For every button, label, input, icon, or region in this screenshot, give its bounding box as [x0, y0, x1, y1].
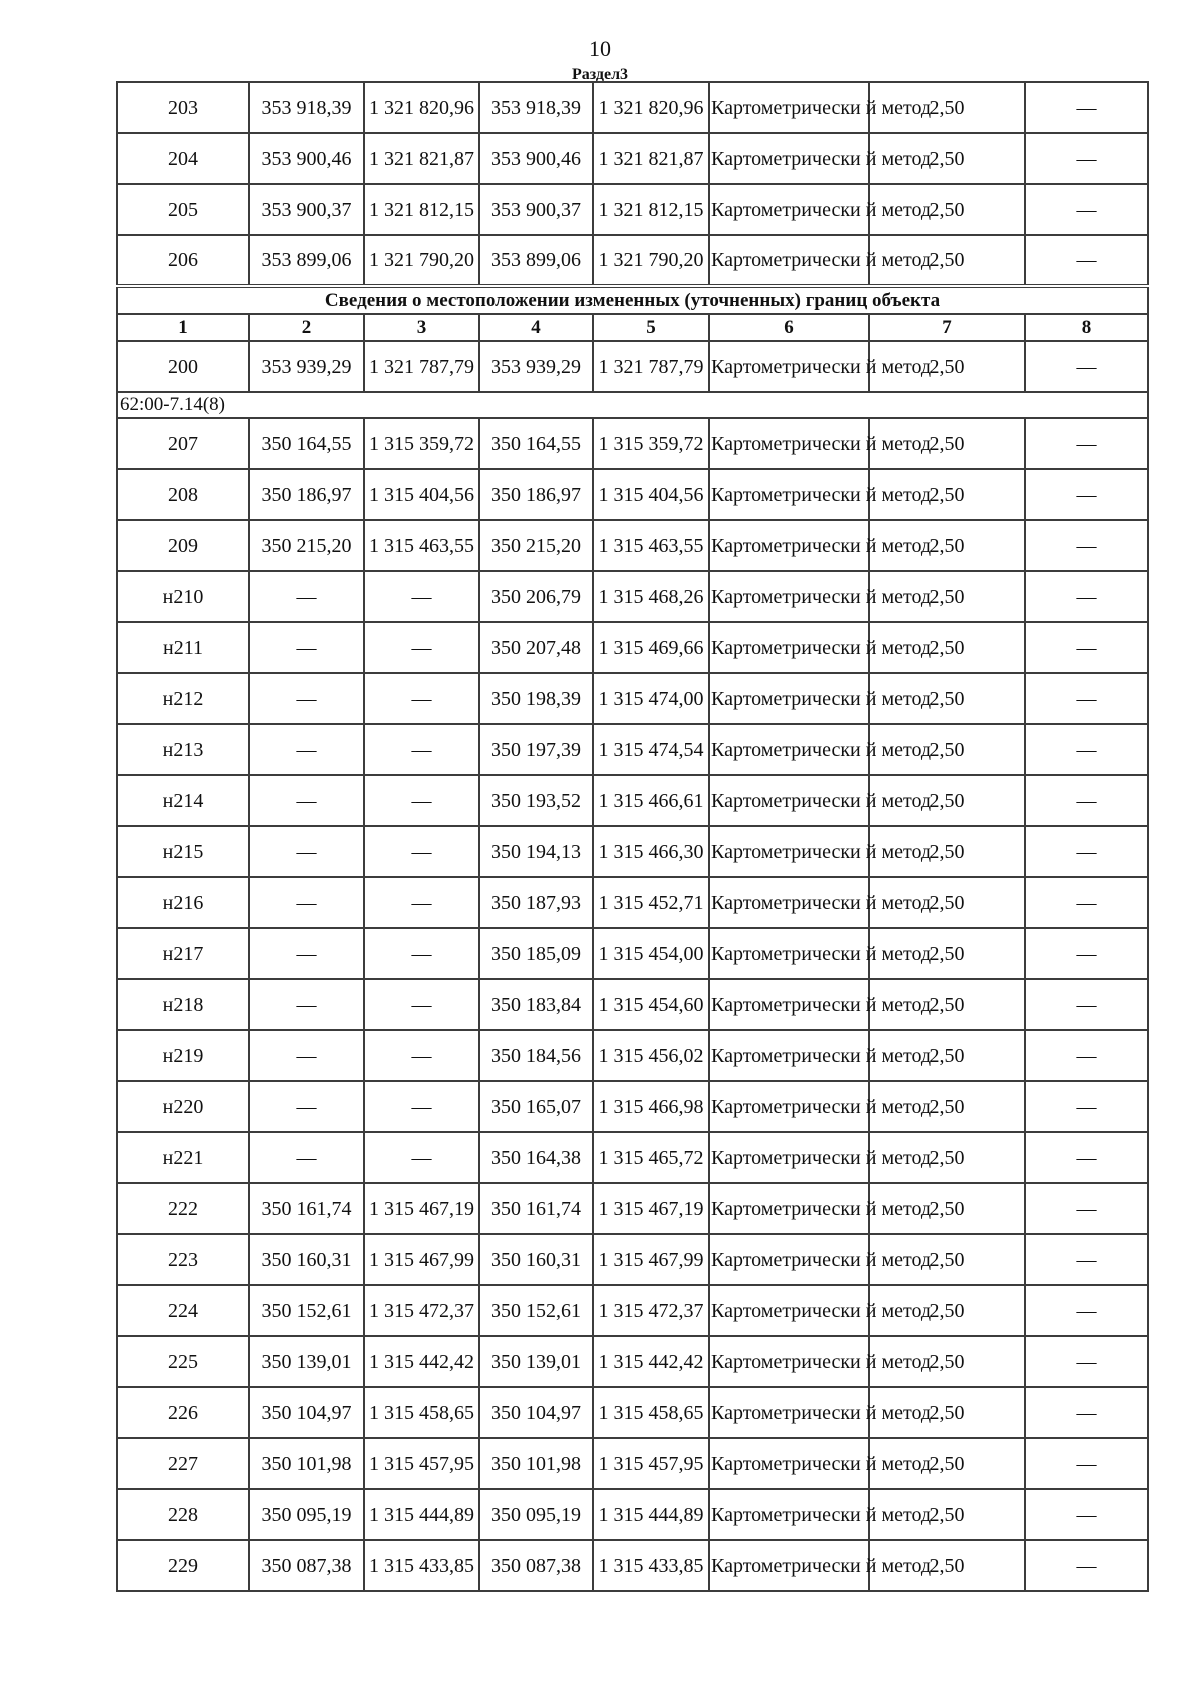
x-refined-cell: 350 207,48 [479, 622, 593, 673]
x-existing-cell: 350 087,38 [249, 1540, 364, 1591]
accuracy-cell: 2,50 [869, 826, 1025, 877]
point-number-cell: 205 [117, 184, 249, 235]
x-existing-cell: 350 095,19 [249, 1489, 364, 1540]
x-existing-cell: — [249, 928, 364, 979]
method-cell: Картометрически й метод [709, 724, 869, 775]
x-refined-cell: 350 197,39 [479, 724, 593, 775]
table-row [117, 82, 1148, 133]
column-number-cell: 3 [364, 314, 479, 341]
x-existing-cell: — [249, 622, 364, 673]
column-number-cell: 1 [117, 314, 249, 341]
accuracy-cell: 2,50 [869, 979, 1025, 1030]
y-refined-cell: 1 321 790,20 [593, 235, 709, 286]
description-cell: — [1025, 775, 1148, 826]
y-refined-cell: 1 315 444,89 [593, 1489, 709, 1540]
x-existing-cell: — [249, 571, 364, 622]
method-cell: Картометрически й метод [709, 341, 869, 392]
accuracy-cell: 2,50 [869, 928, 1025, 979]
point-number-cell: 228 [117, 1489, 249, 1540]
x-existing-cell: 350 160,31 [249, 1234, 364, 1285]
method-cell: Картометрически й метод [709, 622, 869, 673]
method-cell: Картометрически й метод [709, 1030, 869, 1081]
x-refined-cell: 353 899,06 [479, 235, 593, 286]
x-existing-cell: 350 152,61 [249, 1285, 364, 1336]
x-existing-cell: — [249, 724, 364, 775]
y-existing-cell: — [364, 979, 479, 1030]
y-refined-cell: 1 315 466,98 [593, 1081, 709, 1132]
y-existing-cell: — [364, 571, 479, 622]
y-refined-cell: 1 315 359,72 [593, 418, 709, 469]
accuracy-cell: 2,50 [869, 1438, 1025, 1489]
point-number-cell: н215 [117, 826, 249, 877]
x-existing-cell: — [249, 1081, 364, 1132]
table-row [117, 520, 1148, 571]
table-row [117, 469, 1148, 520]
accuracy-cell: 2,50 [869, 82, 1025, 133]
accuracy-cell: 2,50 [869, 1030, 1025, 1081]
method-cell: Картометрически й метод [709, 1285, 869, 1336]
table-row [117, 418, 1148, 469]
y-existing-cell: 1 315 458,65 [364, 1387, 479, 1438]
y-refined-cell: 1 321 820,96 [593, 82, 709, 133]
table-row [117, 775, 1148, 826]
y-existing-cell: 1 315 467,99 [364, 1234, 479, 1285]
description-cell: — [1025, 1489, 1148, 1540]
column-number-cell: 8 [1025, 314, 1148, 341]
point-number-cell: 209 [117, 520, 249, 571]
accuracy-cell: 2,50 [869, 1285, 1025, 1336]
point-number-cell: н212 [117, 673, 249, 724]
y-refined-cell: 1 321 821,87 [593, 133, 709, 184]
table-row [117, 1438, 1148, 1489]
x-refined-cell: 353 900,46 [479, 133, 593, 184]
description-cell: — [1025, 235, 1148, 286]
table-row [117, 133, 1148, 184]
coordinates-table [116, 81, 1149, 1592]
y-refined-cell: 1 315 404,56 [593, 469, 709, 520]
y-existing-cell: 1 315 442,42 [364, 1336, 479, 1387]
x-refined-cell: 350 104,97 [479, 1387, 593, 1438]
table-row [117, 622, 1148, 673]
point-number-cell: н216 [117, 877, 249, 928]
point-number-cell: н213 [117, 724, 249, 775]
y-refined-cell: 1 315 467,19 [593, 1183, 709, 1234]
point-number-cell: н218 [117, 979, 249, 1030]
method-cell: Картометрически й метод [709, 877, 869, 928]
method-cell: Картометрически й метод [709, 928, 869, 979]
y-refined-cell: 1 315 469,66 [593, 622, 709, 673]
description-cell: — [1025, 1285, 1148, 1336]
method-cell: Картометрически й метод [709, 418, 869, 469]
accuracy-cell: 2,50 [869, 1336, 1025, 1387]
x-refined-cell: 350 187,93 [479, 877, 593, 928]
point-number-cell: 204 [117, 133, 249, 184]
x-refined-cell: 350 161,74 [479, 1183, 593, 1234]
description-cell: — [1025, 418, 1148, 469]
x-existing-cell: 353 900,46 [249, 133, 364, 184]
y-existing-cell: — [364, 877, 479, 928]
y-existing-cell: 1 321 790,20 [364, 235, 479, 286]
x-existing-cell: 350 215,20 [249, 520, 364, 571]
description-cell: — [1025, 82, 1148, 133]
accuracy-cell: 2,50 [869, 184, 1025, 235]
x-refined-cell: 350 152,61 [479, 1285, 593, 1336]
y-refined-cell: 1 315 457,95 [593, 1438, 709, 1489]
x-refined-cell: 350 193,52 [479, 775, 593, 826]
y-refined-cell: 1 315 466,30 [593, 826, 709, 877]
y-existing-cell: 1 315 472,37 [364, 1285, 479, 1336]
description-cell: — [1025, 1234, 1148, 1285]
description-cell: — [1025, 1030, 1148, 1081]
method-cell: Картометрически й метод [709, 1132, 869, 1183]
description-cell: — [1025, 1387, 1148, 1438]
point-number-cell: 229 [117, 1540, 249, 1591]
accuracy-cell: 2,50 [869, 1387, 1025, 1438]
x-refined-cell: 350 164,55 [479, 418, 593, 469]
x-existing-cell: 350 186,97 [249, 469, 364, 520]
x-refined-cell: 350 194,13 [479, 826, 593, 877]
method-cell: Картометрически й метод [709, 775, 869, 826]
x-existing-cell: — [249, 1030, 364, 1081]
description-cell: — [1025, 571, 1148, 622]
accuracy-cell: 2,50 [869, 520, 1025, 571]
x-existing-cell: 350 161,74 [249, 1183, 364, 1234]
table-row [117, 184, 1148, 235]
accuracy-cell: 2,50 [869, 673, 1025, 724]
point-number-cell: 206 [117, 235, 249, 286]
y-existing-cell: — [364, 775, 479, 826]
y-refined-cell: 1 315 456,02 [593, 1030, 709, 1081]
x-refined-cell: 350 206,79 [479, 571, 593, 622]
method-cell: Картометрически й метод [709, 1081, 869, 1132]
column-numbers-row [117, 314, 1148, 341]
table-row [117, 1489, 1148, 1540]
y-existing-cell: — [364, 724, 479, 775]
table-row [117, 1132, 1148, 1183]
y-existing-cell: 1 321 821,87 [364, 133, 479, 184]
method-cell: Картометрически й метод [709, 469, 869, 520]
method-cell: Картометрически й метод [709, 826, 869, 877]
table-row [117, 1183, 1148, 1234]
x-refined-cell: 350 164,38 [479, 1132, 593, 1183]
method-cell: Картометрически й метод [709, 184, 869, 235]
x-existing-cell: 353 939,29 [249, 341, 364, 392]
y-refined-cell: 1 315 454,60 [593, 979, 709, 1030]
point-number-cell: н221 [117, 1132, 249, 1183]
y-existing-cell: 1 315 359,72 [364, 418, 479, 469]
accuracy-cell: 2,50 [869, 571, 1025, 622]
point-number-cell: н219 [117, 1030, 249, 1081]
y-refined-cell: 1 321 812,15 [593, 184, 709, 235]
y-existing-cell: — [364, 1030, 479, 1081]
x-refined-cell: 353 900,37 [479, 184, 593, 235]
column-number-cell: 6 [709, 314, 869, 341]
point-number-cell: 207 [117, 418, 249, 469]
y-existing-cell: 1 315 404,56 [364, 469, 479, 520]
y-refined-cell: 1 315 433,85 [593, 1540, 709, 1591]
object-label: 62:00-7.14(8) [117, 392, 1148, 418]
description-cell: — [1025, 928, 1148, 979]
description-cell: — [1025, 826, 1148, 877]
method-cell: Картометрически й метод [709, 520, 869, 571]
accuracy-cell: 2,50 [869, 622, 1025, 673]
x-refined-cell: 350 101,98 [479, 1438, 593, 1489]
description-cell: — [1025, 979, 1148, 1030]
y-refined-cell: 1 315 472,37 [593, 1285, 709, 1336]
point-number-cell: н211 [117, 622, 249, 673]
point-number-cell: 223 [117, 1234, 249, 1285]
x-refined-cell: 350 087,38 [479, 1540, 593, 1591]
table-row [117, 235, 1148, 286]
x-refined-cell: 353 939,29 [479, 341, 593, 392]
method-cell: Картометрически й метод [709, 1387, 869, 1438]
y-existing-cell: 1 321 812,15 [364, 184, 479, 235]
accuracy-cell: 2,50 [869, 1489, 1025, 1540]
y-refined-cell: 1 315 467,99 [593, 1234, 709, 1285]
method-cell: Картометрически й метод [709, 1438, 869, 1489]
x-existing-cell: — [249, 1132, 364, 1183]
table-row [117, 1540, 1148, 1591]
y-existing-cell: 1 315 433,85 [364, 1540, 479, 1591]
y-refined-cell: 1 315 465,72 [593, 1132, 709, 1183]
object-label-row [117, 392, 1148, 418]
table-body [117, 82, 1148, 1591]
table-row [117, 928, 1148, 979]
description-cell: — [1025, 469, 1148, 520]
y-refined-cell: 1 315 452,71 [593, 877, 709, 928]
section-heading: Сведения о местоположении измененных (уточненных) границ объекта [117, 286, 1148, 314]
table-row [117, 571, 1148, 622]
y-refined-cell: 1 315 458,65 [593, 1387, 709, 1438]
table-row [117, 1030, 1148, 1081]
accuracy-cell: 2,50 [869, 418, 1025, 469]
method-cell: Картометрически й метод [709, 1183, 869, 1234]
description-cell: — [1025, 520, 1148, 571]
y-refined-cell: 1 315 474,00 [593, 673, 709, 724]
method-cell: Картометрически й метод [709, 571, 869, 622]
x-refined-cell: 350 165,07 [479, 1081, 593, 1132]
point-number-cell: н210 [117, 571, 249, 622]
y-existing-cell: — [364, 673, 479, 724]
y-existing-cell: 1 321 787,79 [364, 341, 479, 392]
method-cell: Картометрически й метод [709, 235, 869, 286]
y-refined-cell: 1 315 468,26 [593, 571, 709, 622]
x-existing-cell: 350 139,01 [249, 1336, 364, 1387]
column-number-cell: 5 [593, 314, 709, 341]
y-refined-cell: 1 315 466,61 [593, 775, 709, 826]
point-number-cell: 222 [117, 1183, 249, 1234]
accuracy-cell: 2,50 [869, 724, 1025, 775]
accuracy-cell: 2,50 [869, 341, 1025, 392]
x-refined-cell: 350 139,01 [479, 1336, 593, 1387]
method-cell: Картометрически й метод [709, 1540, 869, 1591]
x-refined-cell: 350 215,20 [479, 520, 593, 571]
accuracy-cell: 2,50 [869, 877, 1025, 928]
table-row [117, 1285, 1148, 1336]
y-refined-cell: 1 315 463,55 [593, 520, 709, 571]
description-cell: — [1025, 622, 1148, 673]
y-refined-cell: 1 315 474,54 [593, 724, 709, 775]
table-row [117, 826, 1148, 877]
description-cell: — [1025, 184, 1148, 235]
accuracy-cell: 2,50 [869, 1132, 1025, 1183]
x-refined-cell: 350 183,84 [479, 979, 593, 1030]
x-existing-cell: — [249, 877, 364, 928]
section-label: Раздел3 [571, 66, 629, 83]
method-cell: Картометрически й метод [709, 82, 869, 133]
x-existing-cell: 350 101,98 [249, 1438, 364, 1489]
point-number-cell: 200 [117, 341, 249, 392]
x-existing-cell: 353 900,37 [249, 184, 364, 235]
method-cell: Картометрически й метод [709, 979, 869, 1030]
method-cell: Картометрически й метод [709, 1234, 869, 1285]
accuracy-cell: 2,50 [869, 775, 1025, 826]
column-number-cell: 2 [249, 314, 364, 341]
method-cell: Картометрически й метод [709, 673, 869, 724]
point-number-cell: 227 [117, 1438, 249, 1489]
x-existing-cell: 350 164,55 [249, 418, 364, 469]
point-number-cell: 203 [117, 82, 249, 133]
x-existing-cell: — [249, 979, 364, 1030]
description-cell: — [1025, 133, 1148, 184]
method-cell: Картометрически й метод [709, 133, 869, 184]
y-existing-cell: — [364, 622, 479, 673]
x-refined-cell: 350 095,19 [479, 1489, 593, 1540]
table-row [117, 341, 1148, 392]
y-refined-cell: 1 321 787,79 [593, 341, 709, 392]
description-cell: — [1025, 724, 1148, 775]
accuracy-cell: 2,50 [869, 469, 1025, 520]
point-number-cell: 225 [117, 1336, 249, 1387]
x-refined-cell: 350 184,56 [479, 1030, 593, 1081]
description-cell: — [1025, 1183, 1148, 1234]
x-refined-cell: 350 160,31 [479, 1234, 593, 1285]
accuracy-cell: 2,50 [869, 133, 1025, 184]
accuracy-cell: 2,50 [869, 1540, 1025, 1591]
description-cell: — [1025, 1132, 1148, 1183]
x-existing-cell: — [249, 673, 364, 724]
point-number-cell: н214 [117, 775, 249, 826]
accuracy-cell: 2,50 [869, 1081, 1025, 1132]
accuracy-cell: 2,50 [869, 235, 1025, 286]
point-number-cell: 208 [117, 469, 249, 520]
section-heading-row [117, 286, 1148, 314]
column-number-cell: 7 [869, 314, 1025, 341]
table-row [117, 1081, 1148, 1132]
table-row [117, 724, 1148, 775]
table-row [117, 979, 1148, 1030]
point-number-cell: н217 [117, 928, 249, 979]
column-number-cell: 4 [479, 314, 593, 341]
y-existing-cell: — [364, 1081, 479, 1132]
table-row [117, 877, 1148, 928]
x-existing-cell: 353 918,39 [249, 82, 364, 133]
description-cell: — [1025, 341, 1148, 392]
table-row [117, 1336, 1148, 1387]
y-existing-cell: 1 315 463,55 [364, 520, 479, 571]
table-row [117, 673, 1148, 724]
description-cell: — [1025, 1081, 1148, 1132]
y-existing-cell: — [364, 826, 479, 877]
page-number: 10 [589, 36, 611, 61]
table-row [117, 1387, 1148, 1438]
description-cell: — [1025, 1540, 1148, 1591]
y-refined-cell: 1 315 454,00 [593, 928, 709, 979]
accuracy-cell: 2,50 [869, 1234, 1025, 1285]
y-refined-cell: 1 315 442,42 [593, 1336, 709, 1387]
y-existing-cell: 1 315 444,89 [364, 1489, 479, 1540]
y-existing-cell: — [364, 928, 479, 979]
x-refined-cell: 350 185,09 [479, 928, 593, 979]
x-existing-cell: 353 899,06 [249, 235, 364, 286]
x-refined-cell: 350 198,39 [479, 673, 593, 724]
x-existing-cell: — [249, 775, 364, 826]
y-existing-cell: 1 315 457,95 [364, 1438, 479, 1489]
point-number-cell: 224 [117, 1285, 249, 1336]
y-existing-cell: 1 321 820,96 [364, 82, 479, 133]
x-existing-cell: 350 104,97 [249, 1387, 364, 1438]
description-cell: — [1025, 1438, 1148, 1489]
x-refined-cell: 350 186,97 [479, 469, 593, 520]
description-cell: — [1025, 673, 1148, 724]
description-cell: — [1025, 1336, 1148, 1387]
y-existing-cell: 1 315 467,19 [364, 1183, 479, 1234]
method-cell: Картометрически й метод [709, 1336, 869, 1387]
table-row [117, 1234, 1148, 1285]
method-cell: Картометрически й метод [709, 1489, 869, 1540]
x-existing-cell: — [249, 826, 364, 877]
x-refined-cell: 353 918,39 [479, 82, 593, 133]
accuracy-cell: 2,50 [869, 1183, 1025, 1234]
point-number-cell: 226 [117, 1387, 249, 1438]
y-existing-cell: — [364, 1132, 479, 1183]
description-cell: — [1025, 877, 1148, 928]
point-number-cell: н220 [117, 1081, 249, 1132]
